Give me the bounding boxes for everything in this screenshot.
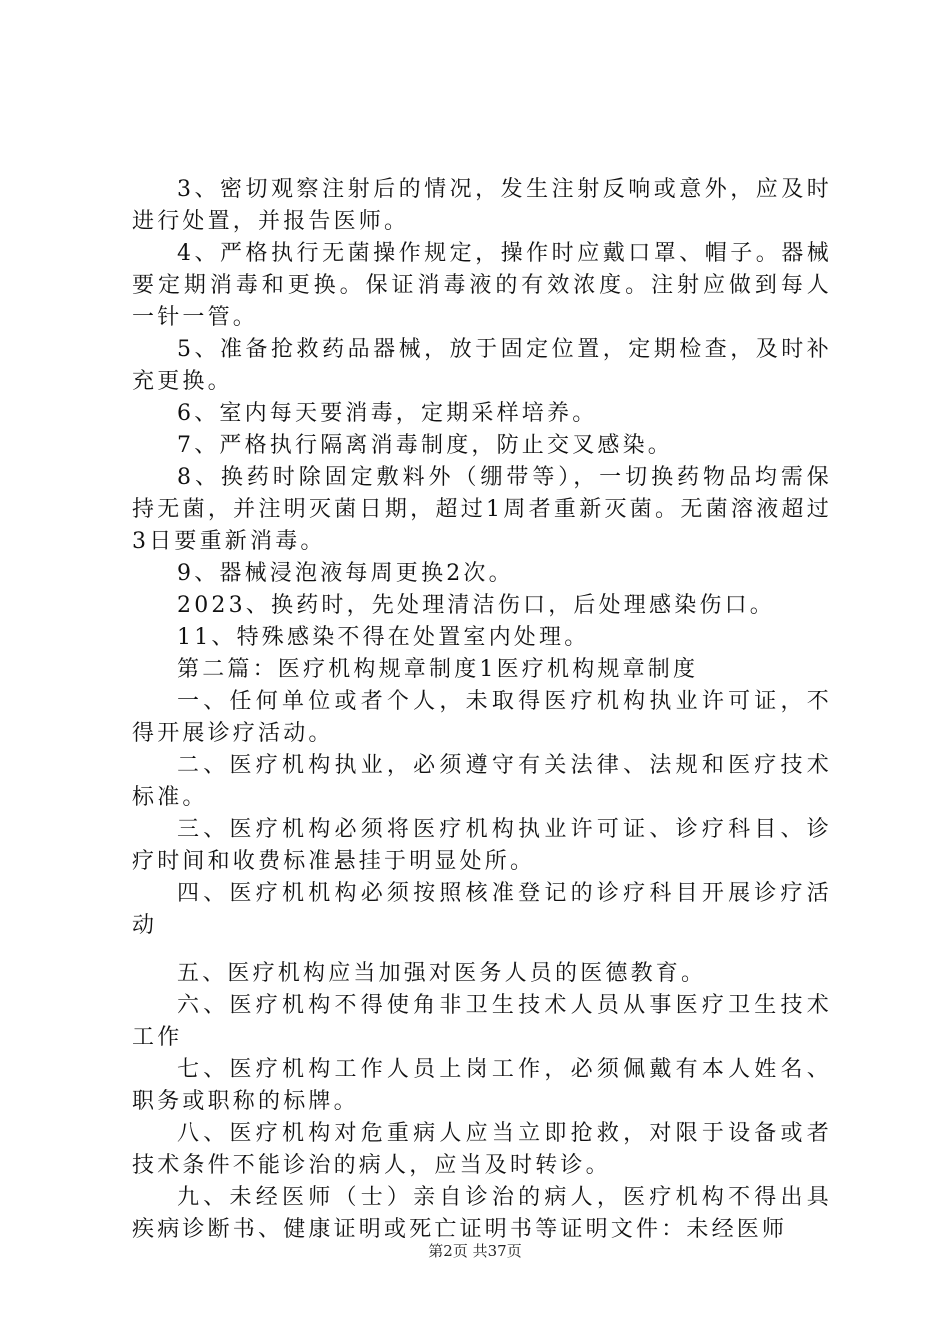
rule-5: 五、医疗机构应当加强对医务人员的医德教育。 [177, 961, 707, 986]
paragraph-item-3: 3、密切观察注射后的情况，发生注射反响或意外，应及时进行处置，并报告医师。 [132, 177, 832, 234]
document-body [132, 174, 832, 1246]
rule-6: 六、医疗机构不得使角非卫生技术人员从事医疗卫生技术工作 [132, 993, 832, 1050]
rule-8: 八、医疗机构对危重病人应当立即抢救，对限于设备或者技术条件不能诊治的病人，应当及时转诊。 [132, 1121, 832, 1178]
paragraph-item-6: 6、室内每天要消毒，定期采样培养。 [177, 401, 598, 426]
paragraph-item-9: 9、器械浸泡液每周更换2次。 [177, 561, 514, 586]
rule-3: 三、医疗机构必须将医疗机构执业许可证、诊疗科目、诊疗时间和收费标准悬挂于明显处所。 [132, 817, 832, 874]
page-footer: 第2页 共37页 [428, 1242, 522, 1260]
paragraph-item-4: 4、严格执行无菌操作规定，操作时应戴口罩、帽子。器械要定期消毒和更换。保证消毒液的有效浓度。注射应做到每人一针一管。 [132, 241, 832, 330]
paragraph-item-11: 11、特殊感染不得在处置室内处理。 [177, 625, 590, 650]
paragraph-item-10: 2023、换药时，先处理清洁伤口，后处理感染伤口。 [177, 593, 775, 618]
rule-9: 九、未经医师（士）亲自诊治的病人，医疗机构不得出具疾病诊断书、健康证明或死亡证明书等证明文件：未经医师 [132, 1185, 832, 1242]
paragraph-item-8: 8、换药时除固定敷料外（绷带等），一切换药物品均需保持无菌，并注明灭菌日期，超过1周者重新灭菌。无菌溶液超过3日要重新消毒。 [132, 465, 832, 554]
paragraph-item-5: 5、准备抢救药品器械，放于固定位置，定期检查，及时补充更换。 [132, 337, 832, 394]
rule-4: 四、医疗机机构必须按照核准登记的诊疗科目开展诊疗活动 [132, 881, 832, 938]
rule-1: 一、任何单位或者个人，未取得医疗机构执业许可证，不得开展诊疗活动。 [132, 689, 832, 746]
section-heading: 第二篇：医疗机构规章制度1医疗机构规章制度 [177, 657, 699, 682]
rule-2: 二、医疗机构执业，必须遵守有关法律、法规和医疗技术标准。 [132, 753, 832, 810]
paragraph-item-7: 7、严格执行隔离消毒制度，防止交叉感染。 [177, 433, 673, 458]
rule-7: 七、医疗机构工作人员上岗工作，必须佩戴有本人姓名、职务或职称的标牌。 [132, 1057, 832, 1114]
